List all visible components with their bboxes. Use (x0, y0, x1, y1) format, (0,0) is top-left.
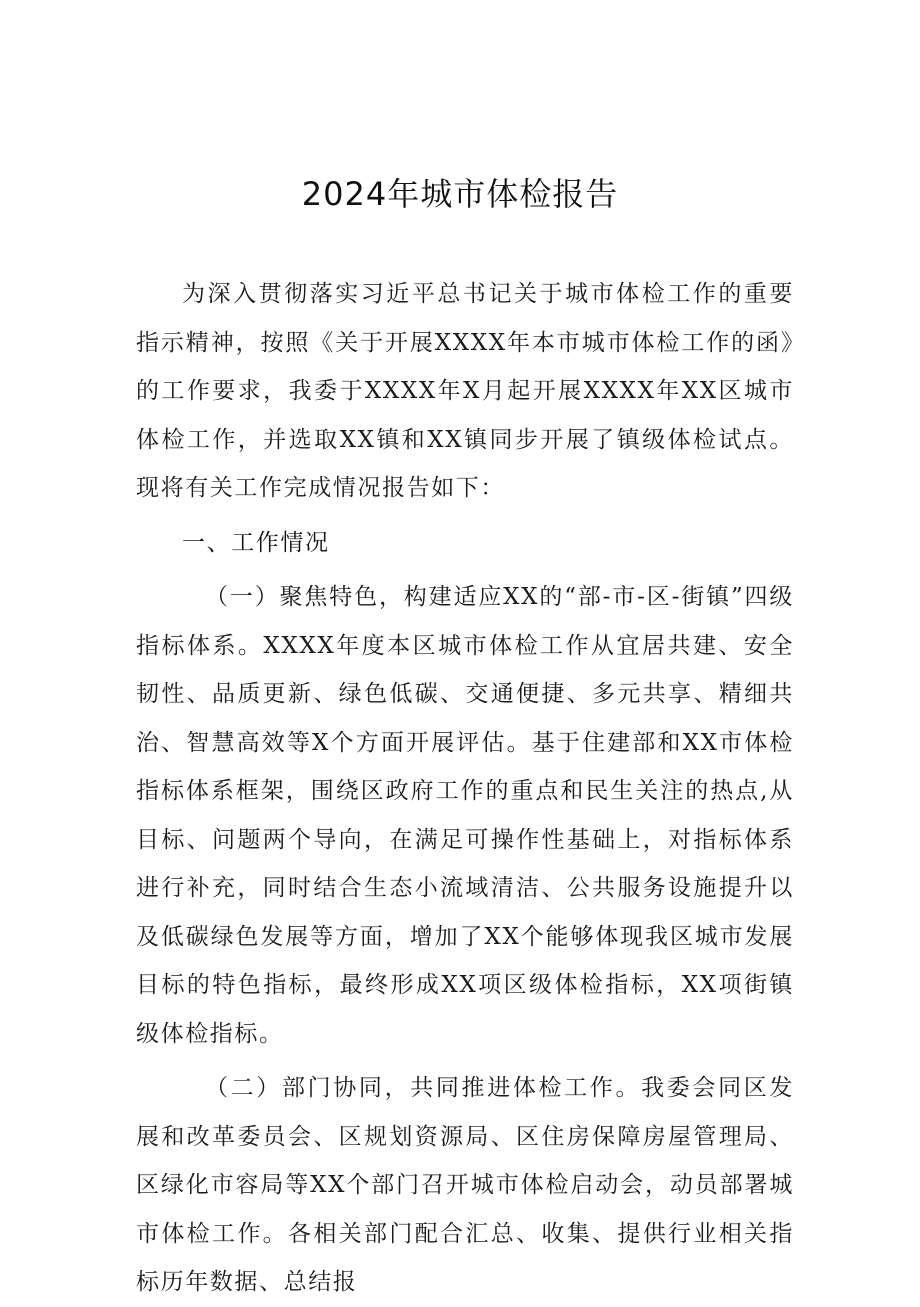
subsection-paragraph-1: （一）聚焦特色，构建适应XX的“部-市-区-街镇”四级指标体系。XXXX年度本区城市体检工作从宜居共建、安全韧性、品质更新、绿色低碳、交通便捷、多元共享、精细共治、智慧高效等X个方面开展评估。基于住建部和XX市体检指标体系框架，围绕区政府工作的重点和民生关注的热点,从目标、问题两个导向，在满足可操作性基础上，对指标体系进行补充，同时结合生态小流域清洁、公共服务设施提升以及低碳绿色发展等方面，增加了XX个能够体现我区城市发展目标的特色指标，最终形成XX项区级体检指标，XX项街镇级体检指标。 (136, 584, 794, 1047)
section-heading-work-status: 一、工作情况 (182, 529, 330, 556)
document-body (136, 270, 794, 1307)
subsection-paragraph-2: （二）部门协同，共同推进体检工作。我委会同区发展和改革委员会、区规划资源局、区住房保障房屋管理局、区绿化市容局等XX个部门召开城市体检启动会，动员部署城市体检工作。各相关部门配合汇总、收集、提供行业相关指标历年数据、总结报 (136, 1075, 794, 1295)
intro-paragraph: 为深入贯彻落实习近平总书记关于城市体检工作的重要指示精神，按照《关于开展XXXX年本市城市体检工作的函》的工作要求，我委于XXXX年X月起开展XXXX年XX区城市体检工作，并选取XX镇和XX镇同步开展了镇级体检试点。现将有关工作完成情况报告如下： (136, 281, 794, 501)
document-title: 2024年城市体检报告 (301, 175, 619, 213)
